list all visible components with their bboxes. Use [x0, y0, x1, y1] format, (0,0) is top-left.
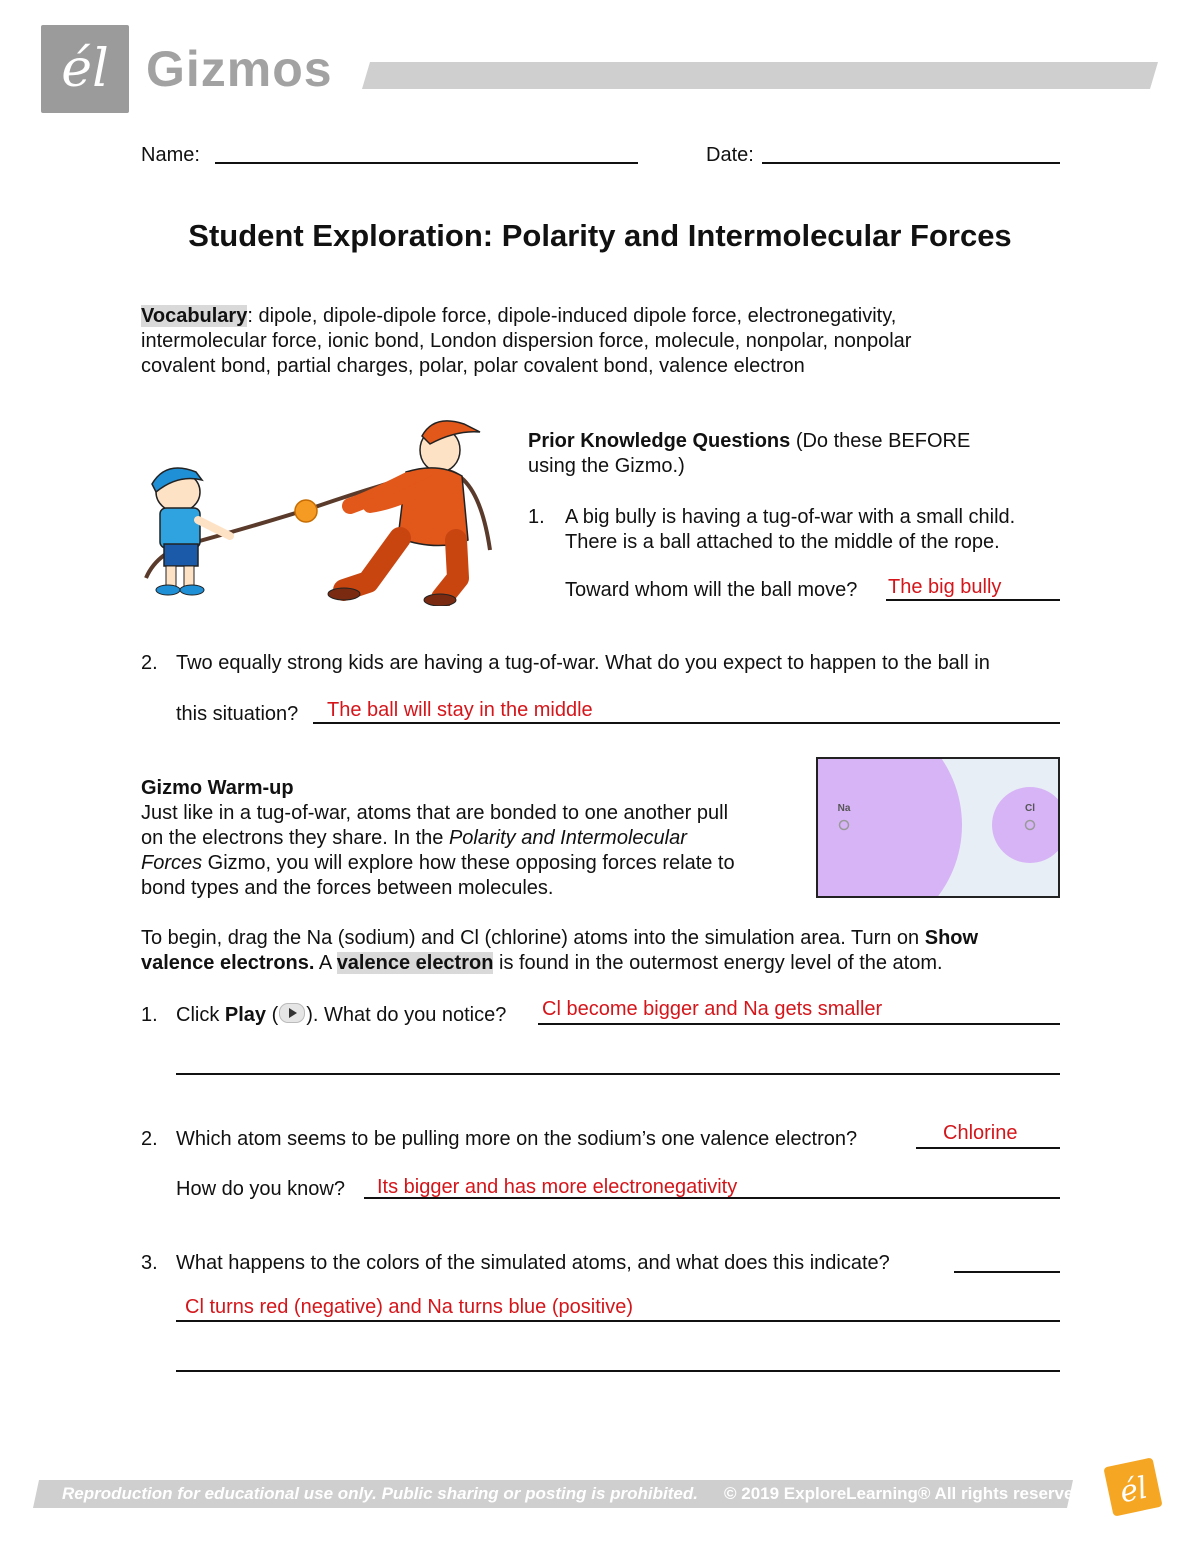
- warmup-p1-line-3: [141, 851, 735, 876]
- warmup-q2-how-answer-line: [364, 1197, 1060, 1199]
- warmup-q2-answer-line: [916, 1147, 1060, 1149]
- warmup-q3-answer-line-2: [176, 1320, 1060, 1322]
- vocabulary-line-2: intermolecular force, ionic bond, London dispersion force, molecule, nonpolar, nonpolar: [141, 330, 912, 352]
- prior-q1-answer[interactable]: The big bully: [888, 576, 1002, 598]
- warmup-q1-number: 1.: [141, 1004, 158, 1026]
- prior-q2-line-1: Two equally strong kids are having a tug-of-war. What do you expect to happen to the ball in: [176, 652, 990, 674]
- warmup-p2-line-2: [141, 951, 943, 976]
- prior-knowledge-heading-line-2: using the Gizmo.): [528, 455, 685, 477]
- warmup-q3-answer-line-1: [954, 1271, 1060, 1273]
- warmup-p1-text-2a: on the electrons they share. In the: [141, 827, 449, 849]
- prior-q1-line-1: A big bully is having a tug-of-war with a small child.: [565, 506, 1016, 528]
- prior-knowledge-note: (Do these BEFORE: [790, 430, 971, 452]
- show-label-bold: Show: [924, 927, 979, 949]
- header-bar: [362, 62, 1158, 89]
- warmup-q3-number: 3.: [141, 1252, 158, 1274]
- brand-name: Gizmos: [146, 41, 333, 97]
- vocabulary-line-1: [141, 304, 896, 329]
- footer-copyright: © 2019 ExploreLearning® All rights reserved: [724, 1484, 1084, 1503]
- warmup-q1-answer[interactable]: Cl become bigger and Na gets smaller: [542, 998, 883, 1020]
- valence-electrons-bold: valence electrons.: [141, 952, 315, 974]
- prior-q2-prompt: this situation?: [176, 703, 299, 725]
- warmup-q1-answer-line: [538, 1023, 1060, 1025]
- warmup-p2-text-2b: A: [314, 952, 337, 974]
- prior-q2-answer[interactable]: The ball will stay in the middle: [327, 699, 593, 721]
- warmup-q2-number: 2.: [141, 1128, 158, 1150]
- name-field[interactable]: [215, 162, 638, 164]
- simulation-screenshot: [816, 757, 1060, 898]
- q1-click: Click: [176, 1004, 225, 1026]
- prior-q1-number: 1.: [528, 506, 545, 528]
- date-field[interactable]: [762, 162, 1060, 164]
- warmup-q3-answer-line-3[interactable]: [176, 1370, 1060, 1372]
- prior-q1-answer-line: [886, 599, 1060, 601]
- footer-logo-glyph: él: [1116, 1470, 1151, 1511]
- vocabulary-line-3: covalent bond, partial charges, polar, polar covalent bond, valence electron: [141, 355, 805, 377]
- warmup-q1-text: [176, 1003, 506, 1028]
- prior-q2-answer-line: [313, 722, 1060, 724]
- prior-q1-line-2: There is a ball attached to the middle of the rope.: [565, 531, 1000, 553]
- prior-q1-prompt: Toward whom will the ball move?: [565, 579, 858, 601]
- warmup-p1-line-1: Just like in a tug-of-war, atoms that are bonded to one another pull: [141, 802, 729, 824]
- warmup-p1-text-3b: Gizmo, you will explore how these opposing forces relate to: [202, 852, 735, 874]
- vocabulary-text-1: : dipole, dipole-dipole force, dipole-induced dipole force, electronegativity,: [247, 305, 897, 327]
- sim-na-label: Na: [837, 803, 851, 814]
- gizmo-name-italic-2: Forces: [141, 852, 203, 874]
- prior-q2-number: 2.: [141, 652, 158, 674]
- logo-glyph: él: [61, 39, 109, 99]
- explorelearning-footer-logo: [1102, 1456, 1164, 1518]
- prior-knowledge-heading-line-1: [528, 429, 970, 454]
- warmup-q3-text: What happens to the colors of the simulated atoms, and what does this indicate?: [176, 1252, 890, 1274]
- sim-cl-label: Cl: [1025, 803, 1035, 814]
- valence-electron-term: valence electron: [336, 952, 494, 974]
- warmup-p1-line-4: bond types and the forces between molecules.: [141, 877, 554, 899]
- explorelearning-logo: [41, 25, 129, 113]
- tug-of-war-illustration: [138, 410, 500, 606]
- vocabulary-label: Vocabulary: [141, 305, 248, 327]
- warmup-q2-how: How do you know?: [176, 1178, 345, 1200]
- name-label: Name:: [141, 144, 200, 166]
- gizmo-name-italic-1: Polarity and Intermolecular: [448, 827, 687, 849]
- warmup-heading: Gizmo Warm-up: [141, 777, 294, 799]
- play-icon: [279, 1003, 305, 1023]
- page-title: Student Exploration: Polarity and Intermolecular Forces: [188, 218, 1012, 253]
- warmup-p2-text-2d: is found in the outermost energy level of the atom.: [493, 952, 943, 974]
- warmup-p2-line-1: [141, 926, 978, 951]
- date-label: Date:: [706, 144, 754, 166]
- footer-reproduction-notice: Reproduction for educational use only. Public sharing or posting is prohibited.: [62, 1484, 698, 1503]
- warmup-p1-line-2: [141, 826, 687, 851]
- warmup-q2-how-answer[interactable]: Its bigger and has more electronegativity: [377, 1176, 738, 1198]
- warmup-p2-text-1a: To begin, drag the Na (sodium) and Cl (chlorine) atoms into the simulation area. Turn on: [141, 927, 925, 949]
- q1-question: ). What do you notice?: [306, 1004, 507, 1026]
- prior-knowledge-heading: Prior Knowledge Questions: [528, 430, 791, 452]
- q1-play-word: Play: [224, 1004, 267, 1026]
- warmup-q3-answer[interactable]: Cl turns red (negative) and Na turns blue (positive): [185, 1296, 633, 1318]
- warmup-q2-text: Which atom seems to be pulling more on the sodium’s one valence electron?: [176, 1128, 858, 1150]
- simulation-atoms: [818, 759, 1058, 896]
- q1-paren: (: [266, 1004, 279, 1026]
- warmup-q1-answer-line-2[interactable]: [176, 1073, 1060, 1075]
- warmup-q2-answer[interactable]: Chlorine: [943, 1122, 1018, 1144]
